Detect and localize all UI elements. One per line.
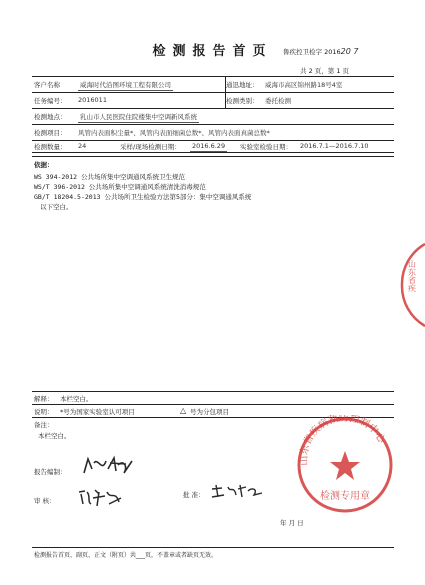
remarks-value: 本栏空白。 [38, 432, 71, 440]
table-line-3 [32, 124, 394, 125]
reviewer-signature-image [75, 486, 125, 508]
document-number [283, 47, 358, 56]
task-number-label: 任务编号： [34, 97, 67, 105]
sampling-date-value: 2016.6.29 [192, 142, 226, 150]
desc-label: 说明： [34, 408, 54, 416]
lab-date-value: 2016.7.1—2016.7.10 [300, 142, 369, 150]
table-line-6 [32, 152, 394, 153]
test-type-value: 委托检测 [265, 97, 291, 105]
footer-note: 检测报告首页、副页、正文（附页）共___页，不盖章或者缺页无效。 [34, 552, 218, 559]
basis-line-1: WS 394-2012 公共场所集中空调通风系统卫生规范 [34, 173, 185, 181]
document-number-handwritten: 20 7 [340, 47, 359, 56]
basis-line-4: 以下空白。 [40, 203, 73, 211]
desc-value-1: *号为国家实验室认可项目 [60, 408, 135, 416]
approver-signature-image [208, 481, 266, 501]
report-date: 年 月 日 [280, 519, 304, 527]
remarks-label: 备注： [34, 421, 54, 429]
reviewer-label: 审 核： [34, 497, 56, 505]
address-label: 通迅地址： [226, 81, 259, 89]
approver-label: 批 准： [183, 491, 205, 499]
basis-line-2: WS/T 396-2012 公共场所集中空调通风系统清洗消毒规范 [34, 183, 206, 191]
official-seal [295, 415, 395, 515]
author-label: 报告编制： [34, 468, 67, 476]
basis-label: 依据： [34, 161, 54, 169]
location-label: 检测地点： [34, 113, 67, 121]
edge-stamp-image [396, 240, 425, 330]
notes-line-1 [32, 391, 394, 392]
notes-line-2 [32, 404, 394, 405]
reviewer-signature [75, 486, 125, 512]
location-value: 乳山市人民医院住院楼集中空调新风系统 [80, 113, 197, 121]
edge-stamp [396, 240, 425, 330]
table-line-4 [32, 140, 394, 141]
client-value: 威海时代沿图环境工程有限公司 [80, 81, 171, 89]
seal-star-icon [330, 451, 360, 480]
page-title: 检测报告首页 [152, 44, 273, 59]
test-type-label: 检测类别： [226, 97, 259, 105]
desc-value-2: 号为分包项目 [190, 408, 229, 416]
count-value: 24 [78, 142, 87, 150]
official-seal-image [295, 415, 395, 515]
explain-value: 本栏空白。 [60, 395, 93, 403]
page-count: 共 2 页，第 1 页 [300, 67, 350, 75]
footer-line [32, 547, 394, 548]
table-border-top [32, 76, 394, 77]
items-label: 检测项目： [34, 129, 67, 137]
author-signature-image [80, 455, 140, 477]
items-value: 风管内表面积尘量*、风管内表面细菌总数*、风管内表面真菌总数* [78, 129, 270, 137]
explain-label: 解释： [34, 395, 54, 403]
document-number-prefix: 鲁疾控卫检字 2016 [283, 48, 341, 56]
lab-date-label: 实验室检验日期： [240, 143, 292, 151]
table-line-1 [32, 92, 394, 93]
seal-bottom-text: 检测专用章 [320, 491, 370, 502]
client-label: 客户名称 [34, 81, 60, 89]
author-signature [80, 455, 140, 481]
address-value: 威海市高区锦州路18号4室 [265, 81, 343, 89]
table-line-5 [32, 156, 394, 157]
count-label: 检测数量： [34, 143, 67, 151]
triangle-icon: △ [180, 406, 187, 415]
task-number-value: 2016011 [78, 96, 107, 104]
edge-stamp-text: 山东省疾 [407, 260, 417, 292]
basis-line-3: GB/T 18204.5-2013 公共场所卫生检验方法第5部分：集中空调通风系统 [34, 193, 252, 201]
sampling-date-label: 采样/现场检测日期： [120, 143, 181, 151]
approver-signature [208, 481, 266, 505]
seal-ring-text: 山东省疾病预防控制中心 [298, 415, 387, 466]
table-line-2 [32, 108, 394, 109]
